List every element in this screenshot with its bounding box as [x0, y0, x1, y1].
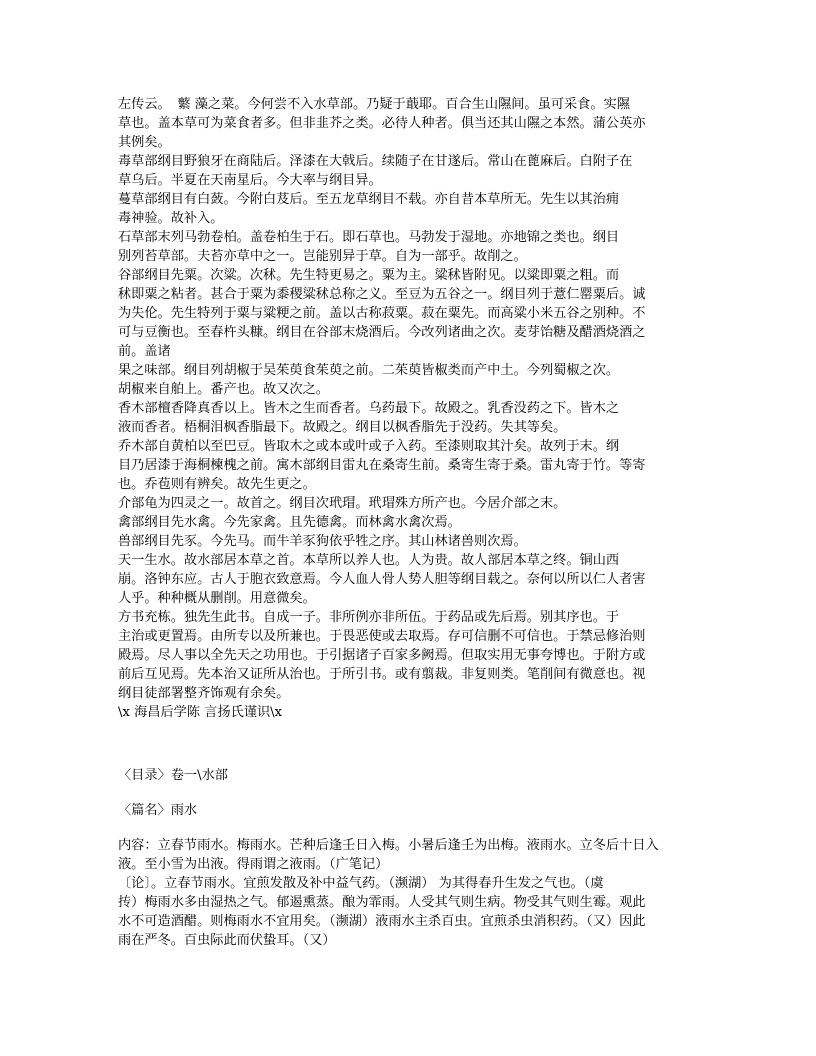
text-line: 禽部纲目先水禽。今先家禽。且先德禽。而林禽水禽次焉。	[118, 515, 461, 530]
section-spacer	[118, 785, 703, 801]
content-line: 〔论〕。立春节雨水。宜煎发散及补中益气药。（濒湖） 为其得春升生发之气也。（虞	[118, 876, 604, 891]
document-page	[118, 95, 703, 950]
text-line: 左传云。 蘩 藻之菜。今何尝不入水草部。乃疑于蕺耶。百合生山隰间。虽可采食。实隰	[118, 97, 630, 112]
text-line: 毒草部纲目野狼牙在商陆后。泽漆在大戟后。续随子在甘遂后。常山在蓖麻后。白附子在	[118, 154, 633, 169]
text-line: 天一生水。故水部居本草之首。本草所以养人也。人为贵。故人部居本草之终。铜山西	[118, 553, 620, 568]
text-line: 秫即粟之粘者。甚合于粟为黍稷粱秫总称之义。至豆为五谷之一。纲目列于薏仁罂粟后。诚	[118, 287, 646, 302]
text-line: 主治或更置焉。由所专以及所兼也。于畏恶使或去取焉。存可信删不可信也。于禁忌修治则	[118, 629, 646, 644]
text-line: 毒神验。故补入。	[118, 211, 224, 226]
catalog-line: 〈目录〉卷一\水部	[118, 768, 228, 783]
content-line: 雨在严冬。百虫际此而伏蛰耳。（又）	[118, 933, 336, 948]
content-line: 抟）梅雨水多由湿热之气。郁遏熏蒸。酿为霏雨。人受其气则生病。物受其气则生霉。观此	[118, 895, 646, 910]
text-line: 胡椒来自舶上。番产也。故又次之。	[118, 382, 329, 397]
text-line: 人乎。种种概从删削。用意微矣。	[118, 591, 316, 606]
text-line: 殿焉。尽人事以全先天之功用也。于引据诸子百家多阙焉。但取实用无事夸博也。于附方或	[118, 648, 646, 663]
text-line: 液而香者。梧桐泪枫香脂最下。故殿之。纲目以枫香脂先于没药。失其等矣。	[118, 420, 567, 435]
section-spacer	[118, 820, 703, 836]
text-line: 香木部檀香降真香以上。皆木之生而香者。乌药最下。故殿之。乳香没药之下。皆木之	[118, 401, 620, 416]
section-spacer	[118, 722, 703, 766]
content-section	[118, 836, 703, 950]
text-line: 前后互见焉。先本治又证所从治也。于所引书。或有翦裁。非复则类。笔削间有微意也。视	[118, 667, 646, 682]
text-line: 谷部纲目先粟。次粱。次秫。先生特更易之。粟为主。粱秫皆附见。以粱即粟之粗。而	[118, 268, 620, 283]
text-line: 乔木部自黄柏以至巴豆。皆取木之或本或叶或子入药。至漆则取其汁矣。故列于末。纲	[118, 439, 620, 454]
text-line: 果之味部。纲目列胡椒于吴茱萸食茱萸之前。二茱萸皆椒类而产中土。今列蜀椒之次。	[118, 363, 620, 378]
text-line: \x 海昌后学陈 言扬氏谨识\x	[118, 705, 283, 720]
text-line: 介部龟为四灵之一。故首之。纲目次玳瑁。玳瑁殊方所产也。今居介部之末。	[118, 496, 567, 511]
text-line: 崩。洛钟东应。古人于胞衣致意焉。今人血人骨人势人胆等纲目载之。奈何以所以仁人者害	[118, 572, 646, 587]
text-line: 目乃居漆于海桐楝槐之前。寓木部纲目雷丸在桑寄生前。桑寄生寄于桑。雷丸寄于竹。等寄	[118, 458, 646, 473]
text-line: 纲目徒部署整齐饰观有余矣。	[118, 686, 290, 701]
text-line: 也。乔苞则有辨矣。故先生更之。	[118, 477, 316, 492]
text-line: 别列苔草部。夫苔亦草中之一。岂能别异于草。自为一部乎。故削之。	[118, 249, 527, 264]
text-line: 为失伦。先生特列于粟与粱粳之前。盖以古称菽粟。菽在粟先。而高粱小米五谷之别种。不	[118, 306, 646, 321]
content-line: 水不可造酒醋。则梅雨水不宜用矣。（濒湖）液雨水主杀百虫。宜煎杀虫消积药。（又）因此	[118, 914, 646, 929]
content-line: 内容：立春节雨水。梅雨水。芒种后逢壬日入梅。小暑后逢壬为出梅。液雨水。立冬后十日入	[118, 838, 659, 853]
chapter-title: 〈篇名〉雨水	[118, 803, 198, 818]
text-line: 蔓草部纲目有白蔹。今附白芨后。至五龙草纲目不载。亦自昔本草所无。先生以其治痈	[118, 192, 620, 207]
text-line: 草乌后。半夏在天南星后。今大率与纲目异。	[118, 173, 382, 188]
text-line: 草也。盖本草可为菜食者多。但非韭芥之类。必待人种者。俱当还其山隰之本然。蒲公英亦	[118, 116, 646, 131]
content-line: 液。至小雪为出液。得雨谓之液雨。（广笔记）	[118, 857, 389, 872]
text-line: 方书充栋。独先生此书。自成一子。非所例亦非所伍。于药品或先后焉。别其序也。于	[118, 610, 620, 625]
text-line: 兽部纲目先豕。今先马。而牛羊豕狗依乎牲之序。其山林诸兽则次焉。	[118, 534, 527, 549]
text-line: 前。盖诸	[118, 344, 171, 359]
preface-section	[118, 95, 703, 722]
text-line: 其例矣。	[118, 135, 171, 150]
text-line: 石草部末列马勃卷柏。盖卷柏生于石。即石草也。马勃发于湿地。亦地锦之类也。纲目	[118, 230, 620, 245]
text-line: 可与豆衡也。至春杵头糠。纲目在谷部末烧酒后。今改列诸曲之次。麦芽饴糖及醋酒烧酒之	[118, 325, 646, 340]
